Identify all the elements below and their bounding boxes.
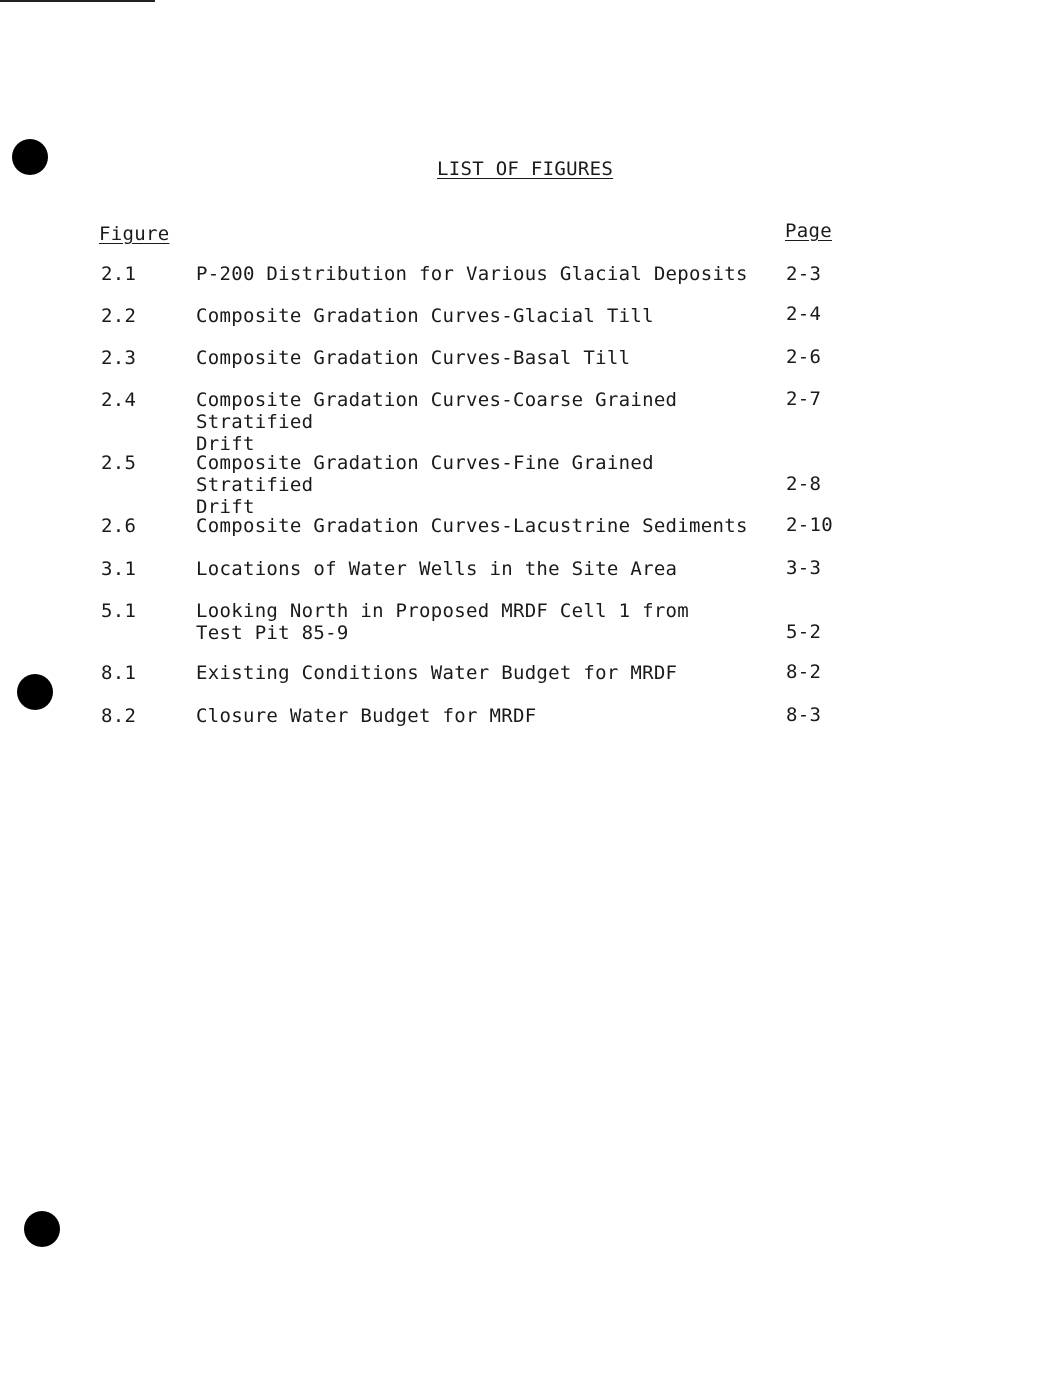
figure-number: 2.3 (101, 347, 137, 369)
figure-title: Composite Gradation Curves-Basal Till (196, 347, 631, 369)
figure-number: 2.6 (101, 515, 137, 537)
figure-page: 8-3 (786, 704, 822, 726)
figure-number: 2.5 (101, 452, 137, 474)
top-edge-rule (0, 0, 155, 2)
figure-page: 2-6 (786, 346, 822, 368)
figure-page: 2-3 (786, 263, 822, 285)
figure-number: 2.1 (101, 263, 137, 285)
figure-number: 2.4 (101, 389, 137, 411)
punch-hole (17, 674, 53, 710)
figure-title: Composite Gradation Curves-Glacial Till (196, 305, 654, 327)
figure-page: 5-2 (786, 621, 822, 643)
figure-page: 3-3 (786, 557, 822, 579)
figure-title: Closure Water Budget for MRDF (196, 705, 537, 727)
punch-hole (12, 139, 48, 175)
figure-page: 2-8 (786, 473, 822, 495)
figure-title: Existing Conditions Water Budget for MRDF (196, 662, 678, 684)
figure-number: 5.1 (101, 600, 137, 622)
figure-page: 2-10 (786, 514, 833, 536)
figure-title: P-200 Distribution for Various Glacial Deposits (196, 263, 748, 285)
figure-number: 3.1 (101, 558, 137, 580)
figure-title: Composite Gradation Curves-Coarse Grained Stratified Drift (196, 389, 678, 455)
figure-page: 2-4 (786, 303, 822, 325)
figure-page: 2-7 (786, 388, 822, 410)
column-header-page: Page (785, 220, 832, 242)
figure-number: 8.1 (101, 662, 137, 684)
figure-title: Composite Gradation Curves-Fine Grained Stratified Drift (196, 452, 654, 518)
column-header-figure: Figure (99, 223, 170, 245)
figure-title: Looking North in Proposed MRDF Cell 1 from Test Pit 85-9 (196, 600, 690, 644)
figure-number: 2.2 (101, 305, 137, 327)
punch-hole (24, 1211, 60, 1247)
figure-title: Composite Gradation Curves-Lacustrine Sediments (196, 515, 748, 537)
figure-number: 8.2 (101, 705, 137, 727)
figure-title: Locations of Water Wells in the Site Area (196, 558, 678, 580)
figure-page: 8-2 (786, 661, 822, 683)
page-title: LIST OF FIGURES (437, 158, 614, 180)
